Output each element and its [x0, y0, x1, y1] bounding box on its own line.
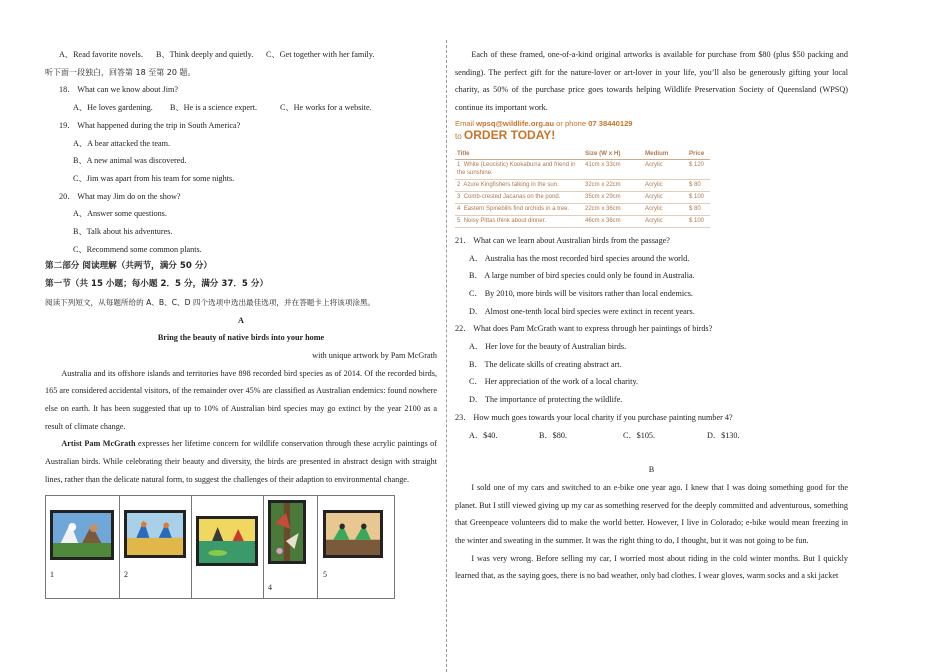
right-column: [455, 46, 848, 585]
row-medium: Acrylic: [643, 191, 687, 203]
header-medium: Medium: [643, 148, 687, 160]
row-size: 41cm x 33cm: [583, 159, 643, 179]
row-title-cell: [455, 203, 583, 215]
q22-option-a: A． Her love for the beauty of Australian birds.: [469, 342, 627, 352]
order-today: ORDER TODAY!: [463, 127, 556, 142]
section1-title: 第一节（共 15 小题；每小题 2．5 分，满分 37．5 分）: [45, 279, 269, 290]
q17-option-a: A、Read favorite novels.: [59, 50, 143, 59]
passage-b-paragraph-1: I sold one of my cars and switched to an e-bike one year ago. I knew that I was doing something good for the planet. But I still viewed giving up my car as something reserved for the deeply committed and adventurous, something that Greenpeace volunteers did to make the world better. However, I live in Colorado; e-bike would mean freezing in the winter and sweating in the summer. It was the right thing to do, I thought, but it was not going to be fun.: [455, 482, 848, 546]
artwork-4-image: [268, 500, 306, 564]
q19-stem: 19． What happened during the trip in South America?: [59, 120, 241, 130]
q17-option-b: B、Think deeply and quietly.: [156, 50, 254, 59]
q22-stem: 22． What does Pam McGrath want to express through her paintings of birds?: [455, 324, 713, 334]
passage-a-byline: with unique artwork by Pam McGrath: [312, 350, 437, 360]
passage-a-paragraph-2: [45, 435, 437, 488]
table-row: [455, 159, 710, 179]
artwork-5-number: 5: [323, 569, 327, 579]
passage-b-label: B: [648, 465, 655, 475]
passage-a-title: Bring the beauty of native birds into your home: [157, 333, 325, 343]
order-banner: [455, 119, 848, 142]
row-size: 22cm x 36cm: [583, 203, 643, 215]
artwork-1: [46, 496, 120, 598]
q22-option-b: B． The delicate skills of creating abstract art.: [469, 359, 622, 369]
row-price: $ 100: [687, 215, 710, 227]
artwork-4-number: 4: [268, 582, 272, 592]
header-price: Price: [687, 148, 710, 160]
q21-option-a: A． Australia has the most recorded bird species around the world.: [469, 253, 690, 263]
artwork-2-number: 2: [124, 569, 128, 579]
table-row: [455, 203, 710, 215]
row-title-cell: [455, 215, 583, 227]
row-number: 2: [457, 182, 461, 189]
row-title: Noisy Pittas think about dinner.: [463, 218, 547, 225]
passage-a-paragraph-2-text: expresses her lifetime concern for wildlife conservation through these acrylic paintings of Australian birds. While celebrating their beauty and diversity, the birds are presented in abstract design with straight lines, rather than the delicate natural form, to suggest the challenges of their adaption to environmental change.: [45, 439, 437, 484]
order-phone: 07 38440129: [588, 118, 633, 128]
row-medium: Acrylic: [643, 215, 687, 227]
q18-stem: 18． What can we know about Jim?: [59, 85, 178, 95]
order-email: wpsq@wildlife.org.au: [476, 118, 554, 128]
artwork-5-image: [323, 510, 383, 558]
row-title: Comb-crested Jacanas on the pond.: [463, 194, 561, 201]
row-size: 32cm x 22cm: [583, 179, 643, 191]
artwork-3-number: 3: [254, 540, 258, 550]
table-row: [455, 191, 710, 203]
order-today-line: [455, 128, 848, 142]
row-title: White (Leucistic) Kookaburra and friend in the sunshine.: [457, 162, 576, 177]
q22-option-d: D． The importance of protecting the wildlife.: [469, 395, 623, 405]
q18-options: [45, 99, 437, 117]
artwork-2: [120, 496, 192, 598]
q19-option-a: A、A bear attacked the team.: [73, 138, 171, 148]
q21-stem: 21． What can we learn about Australian birds from the passage?: [455, 235, 670, 245]
artist-name: Artist Pam McGrath: [61, 439, 136, 449]
order-contact: [455, 119, 848, 128]
row-title-cell: [455, 159, 583, 179]
artwork-1-number: 1: [50, 569, 54, 579]
column-divider: [446, 40, 447, 672]
q18-option-b: B、He is a science expert.: [170, 103, 258, 113]
order-phone-prefix: or phone: [553, 118, 589, 128]
row-number: 1: [457, 162, 461, 169]
q22-option-c: C． Her appreciation of the work of a local charity.: [469, 377, 639, 387]
passage-b-paragraph-2: I was very wrong. Before selling my car, I worried most about riding in the cold winter months. But I quickly learned that, as the saying goes, there is no bad weather, only bad clothes. I wear gloves, warm socks and a ski jacket: [455, 553, 848, 581]
order-to: to: [455, 131, 464, 141]
artwork-3-image: [196, 516, 258, 566]
artwork-2-image: [124, 510, 186, 558]
header-title: Title: [455, 148, 583, 160]
artwork-1-image: [50, 510, 114, 560]
monologue-instruction: 听下面一段独白，回答第 18 至第 20 题。: [45, 67, 196, 77]
row-number: 5: [457, 218, 461, 225]
q20-option-c: C、Recommend some common plants.: [73, 244, 202, 254]
q20-option-a: A、Answer some questions.: [73, 209, 167, 219]
passage-a-label: A: [238, 315, 244, 325]
q18-option-c: C、He works for a website.: [280, 103, 372, 113]
part2-title: 第二部分 阅读理解（共两节，满分 50 分）: [45, 261, 213, 272]
header-size: Size (W x H): [583, 148, 643, 160]
q21-option-b: B． A large number of bird species could only be found in Australia.: [469, 271, 695, 281]
q20-option-b: B、Talk about his adventures.: [73, 227, 173, 237]
q17-option-c: C、Get together with her family.: [266, 50, 375, 59]
q19-option-b: B、A new animal was discovered.: [73, 156, 187, 166]
row-price: $ 100: [687, 191, 710, 203]
q21-option-d: D． Almost one-tenth local bird species were extinct in recent years.: [469, 306, 695, 316]
table-row: [455, 215, 710, 227]
price-table: [455, 148, 710, 228]
row-title: Azure Kingfishers talking in the sun.: [463, 182, 559, 189]
row-number: 4: [457, 206, 461, 213]
row-medium: Acrylic: [643, 203, 687, 215]
artwork-gallery: [45, 495, 395, 599]
price-table-header: [455, 148, 710, 160]
table-row: [455, 179, 710, 191]
q23-option-d: D．$130.: [707, 430, 740, 440]
q17-options: [45, 46, 437, 64]
row-title-cell: [455, 179, 583, 191]
row-title-cell: [455, 191, 583, 203]
passage-a-paragraph-1: Australia and its offshore islands and territories have 898 recorded bird species as of 2014. Of the recorded birds, 165 are considered accidental visitors, of the remainder over 45% are classified as Australian endemics: found nowhere else on earth. It has been suggested that up to 10% of Australian bird species may go extinct by the year 2100 as a result of climate change.: [45, 368, 437, 431]
row-size: 35cm x 29cm: [583, 191, 643, 203]
artwork-4: [264, 496, 318, 598]
q21-option-c: C． By 2010, more birds will be visitors rather than local endemics.: [469, 288, 693, 298]
row-size: 46cm x 36cm: [583, 215, 643, 227]
row-price: $ 80: [687, 179, 710, 191]
q20-stem: 20． What may Jim do on the show?: [59, 191, 181, 201]
row-medium: Acrylic: [643, 179, 687, 191]
row-medium: Acrylic: [643, 159, 687, 179]
q23-option-b: B．$80.: [539, 430, 567, 440]
artwork-3: [192, 496, 264, 598]
left-column: [45, 46, 437, 599]
order-email-prefix: Email: [455, 118, 477, 128]
q18-option-a: A、He loves gardening.: [73, 103, 153, 113]
row-price: $ 120: [687, 159, 710, 179]
q23-option-c: C．$105.: [623, 430, 656, 440]
row-title: Eastern Spinebills find orchids in a tree.: [463, 206, 570, 213]
row-price: $ 80: [687, 203, 710, 215]
q23-stem: 23． How much goes towards your local charity if you purchase painting number 4?: [455, 412, 733, 422]
q23-options: [455, 427, 848, 445]
q23-option-a: A．$40.: [469, 430, 498, 440]
row-number: 3: [457, 194, 461, 201]
passage-a-intro: Each of these framed, one-of-a-kind original artworks is available for purchase from $80 (plus $50 packing and sending). The perfect gift for the nature-lover or art-lover in your life, you’ll also be generously gifting your local charity, as 50% of the purchase price goes towards helping Wildlife Preservation Society of Queensland (WPSQ) continue its important work.: [455, 50, 848, 113]
reading-instruction: 阅读下列短文，从每题所给的 A、B、C、D 四个选项中选出最佳选项，并在答题卡上将该项涂黑。: [45, 297, 376, 307]
artwork-5: [318, 496, 394, 598]
q19-option-c: C、Jim was apart from his team for some nights.: [73, 173, 235, 183]
